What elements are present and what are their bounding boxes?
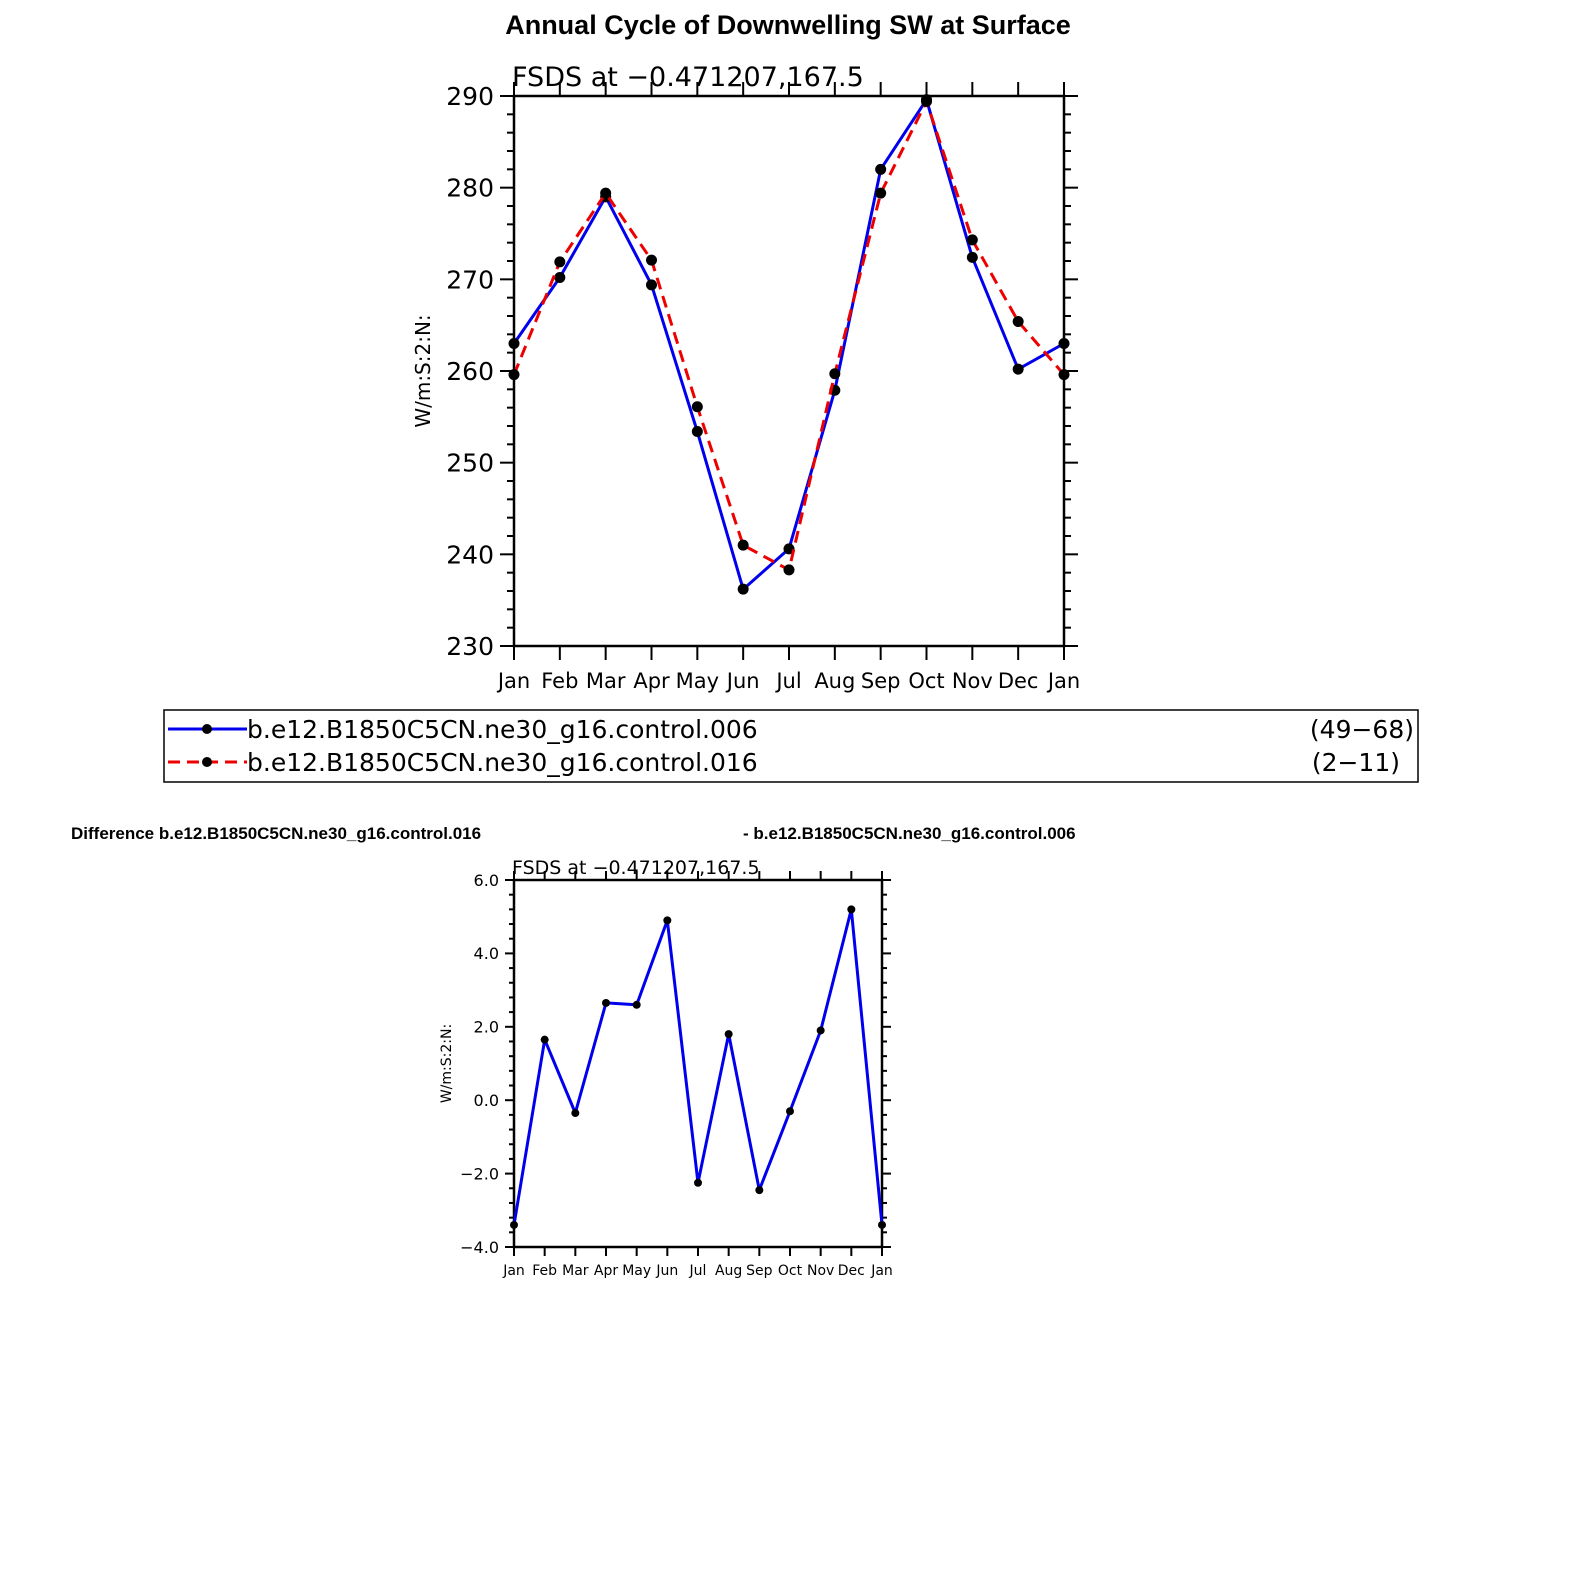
x-tick-label: Aug <box>814 669 856 693</box>
y-tick-label: −4.0 <box>460 1237 499 1257</box>
data-point <box>602 999 610 1007</box>
legend-label: b.e12.B1850C5CN.ne30_g16.control.006 <box>247 715 758 744</box>
data-point <box>1013 364 1024 375</box>
x-tick-label: Nov <box>807 1263 835 1279</box>
data-point <box>967 252 978 263</box>
data-point <box>875 164 886 175</box>
legend-years: (2−11) <box>1311 748 1400 777</box>
data-point <box>817 1026 825 1034</box>
y-tick-label: 6.0 <box>473 870 499 890</box>
series-line <box>514 102 1064 570</box>
x-tick-label: Jun <box>656 1263 679 1279</box>
data-point <box>921 96 932 107</box>
data-point <box>878 1221 886 1229</box>
x-tick-label: Mar <box>585 669 626 693</box>
x-tick-label: Feb <box>532 1263 558 1279</box>
data-point <box>554 256 565 267</box>
data-point <box>1013 316 1024 327</box>
y-tick-label: −2.0 <box>460 1164 499 1184</box>
data-point <box>692 426 703 437</box>
main-title: Annual Cycle of Downwelling SW at Surface <box>505 10 1071 40</box>
legend-swatch-marker <box>202 724 212 734</box>
y-tick-label: 260 <box>446 357 494 386</box>
y-tick-label: 2.0 <box>473 1017 499 1037</box>
data-point <box>738 540 749 551</box>
data-point <box>725 1030 733 1038</box>
data-point <box>738 584 749 595</box>
annual-cycle-plot <box>411 62 1080 693</box>
x-tick-label: Jul <box>689 1263 707 1279</box>
x-tick-label: Dec <box>837 1263 865 1279</box>
x-tick-label: Nov <box>951 669 993 693</box>
y-tick-label: 250 <box>446 448 494 478</box>
legend-label: b.e12.B1850C5CN.ne30_g16.control.016 <box>247 748 758 777</box>
x-tick-label: Jun <box>726 669 760 693</box>
data-point <box>663 916 671 924</box>
legend <box>164 710 1418 782</box>
x-tick-label: Sep <box>746 1263 773 1279</box>
legend-years: (49−68) <box>1309 715 1414 744</box>
data-point <box>541 1036 549 1044</box>
data-point <box>646 279 657 290</box>
data-point <box>509 369 520 380</box>
data-point <box>694 1179 702 1187</box>
y-axis-label: W/m:S:2:N: <box>411 314 435 428</box>
y-tick-label: 280 <box>446 173 494 203</box>
plot-frame <box>514 880 882 1247</box>
plot-subtitle: FSDS at −0.471207,167.5 <box>512 857 760 879</box>
x-tick-label: Dec <box>997 669 1039 693</box>
y-tick-label: 4.0 <box>473 944 499 964</box>
y-tick-label: 290 <box>446 82 494 111</box>
difference-plot <box>439 857 893 1279</box>
x-tick-label: Jan <box>1047 669 1081 693</box>
data-point <box>600 188 611 199</box>
data-point <box>509 338 520 349</box>
data-point <box>1059 338 1070 349</box>
data-point <box>847 905 855 913</box>
data-point <box>692 401 703 412</box>
x-tick-label: Aug <box>714 1263 743 1279</box>
x-tick-label: Jan <box>871 1263 893 1279</box>
x-tick-label: Feb <box>541 669 579 693</box>
series-line <box>514 100 1064 590</box>
y-tick-label: 230 <box>446 632 494 661</box>
difference-title-right: - b.e12.B1850C5CN.ne30_g16.control.006 <box>743 824 1076 843</box>
y-tick-label: 270 <box>446 265 494 295</box>
data-point <box>786 1107 794 1115</box>
x-tick-label: Jan <box>497 669 531 693</box>
series-line <box>514 909 882 1225</box>
data-point <box>571 1109 579 1117</box>
y-axis-label: W/m:S:2:N: <box>439 1023 455 1104</box>
data-point <box>646 255 657 266</box>
x-tick-label: Jul <box>776 669 802 693</box>
x-tick-label: Apr <box>633 669 670 693</box>
plot-subtitle: FSDS at −0.471207,167.5 <box>512 62 864 93</box>
y-tick-label: 240 <box>446 540 494 570</box>
data-point <box>1059 369 1070 380</box>
difference-title-left: Difference b.e12.B1850C5CN.ne30_g16.control.016 <box>71 824 482 843</box>
x-tick-label: Sep <box>860 669 901 693</box>
data-point <box>510 1221 518 1229</box>
x-tick-label: Apr <box>593 1263 619 1279</box>
y-tick-label: 0.0 <box>473 1090 499 1110</box>
x-tick-label: Oct <box>908 669 945 693</box>
data-point <box>633 1001 641 1009</box>
data-point <box>755 1186 763 1194</box>
x-tick-label: Oct <box>777 1263 803 1279</box>
data-point <box>829 368 840 379</box>
data-point <box>784 564 795 575</box>
x-tick-label: May <box>622 1263 652 1279</box>
legend-swatch-marker <box>202 757 212 767</box>
x-tick-label: Jan <box>503 1263 525 1279</box>
data-point <box>967 234 978 245</box>
data-point <box>554 272 565 283</box>
x-tick-label: Mar <box>562 1263 589 1279</box>
data-point <box>875 188 886 199</box>
x-tick-label: May <box>675 669 720 693</box>
plot-frame <box>514 96 1064 646</box>
